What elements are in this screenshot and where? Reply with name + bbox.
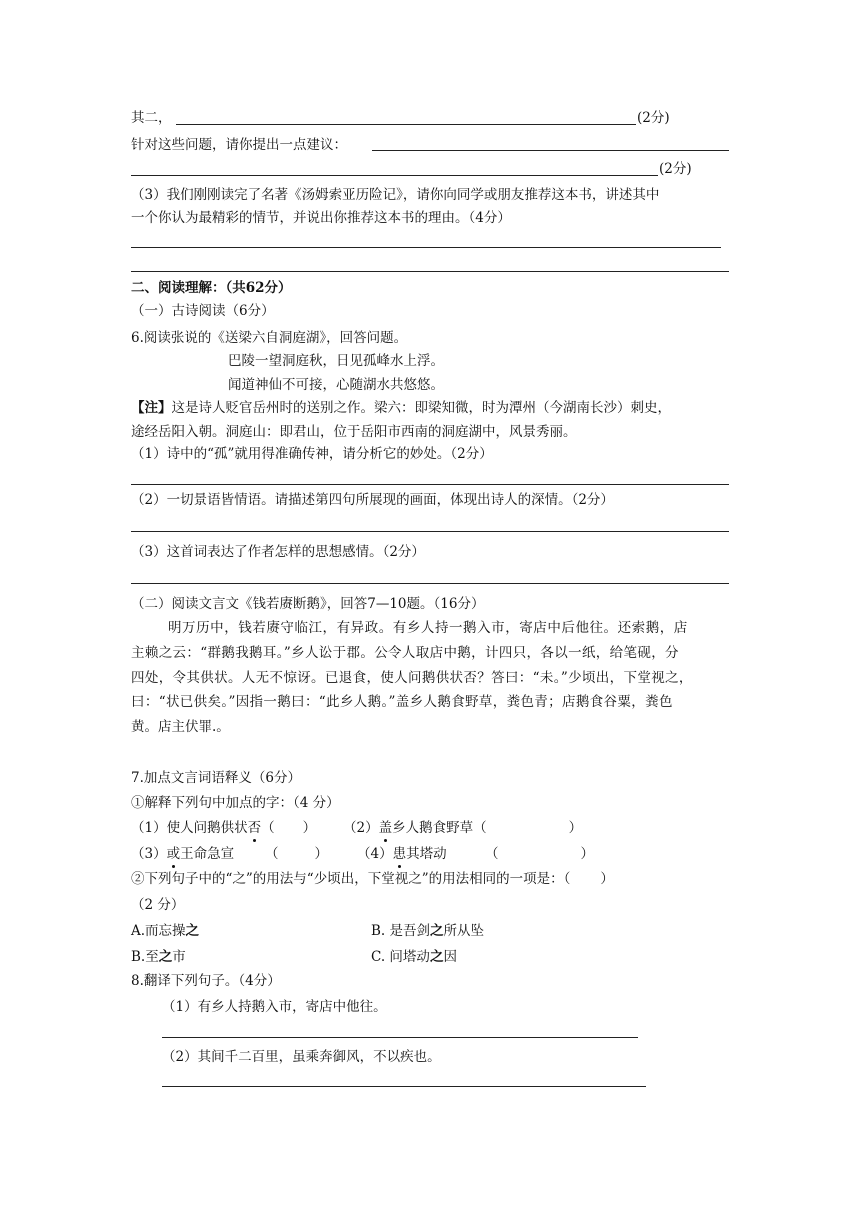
poem-line-2: 闻道神仙不可接，心随湖水共悠悠。 [228,377,444,393]
note-text-1: 这是诗人贬官岳州时的送别之作。梁六：即梁知微，时为潭州（今湖南长沙）刺史， [171,400,671,416]
q5-advice-prompt: 针对这些问题，请你提出一点建议： [131,137,347,153]
q7-item-1 [131,819,316,837]
answer-line[interactable] [131,247,721,248]
item-text: （1）使人问鹅供状 [131,820,248,836]
item-paren-close: ） [600,871,614,887]
item-paren-close: ） [302,820,317,836]
passage-line-4: 曰：“状已供矣。”因指一鹅曰：“此乡人鹅。”盖乡人鹅食野草，粪色青；店鹅食谷粟，粪色 [131,694,673,710]
dotted-char: 否 [247,820,262,836]
note-label: 【注】 [131,400,172,416]
item-text: （4） [357,846,393,862]
q6-intro: 6.阅读张说的《送梁六自洞庭湖》，回答问题。 [131,330,408,346]
option-text: C. 问塔动 [371,949,430,965]
q5-3-line2: 一个你认为最精彩的情节，并说出你推荐这本书的理由。（4分） [131,210,511,226]
answer-line[interactable] [131,583,729,584]
q7-item-3 [131,845,234,863]
q5-second-prefix: 其二， [131,110,172,126]
q7-sub1: ①解释下列句中加点的字：（4 分） [131,795,340,811]
option-text: 因 [443,949,457,965]
q8-sentence-2: （2）其间千二百里，虽乘奔御风，不以疾也。 [162,1049,441,1065]
answer-line[interactable] [131,531,729,532]
q7-item-4 [357,845,447,863]
option-keyword: 之 [429,949,444,965]
option-b2 [371,922,484,940]
q7-sub2 [131,870,614,888]
q5-advice-score: (2分) [659,161,692,177]
answer-line[interactable] [131,484,729,485]
q7-sub2-text: ②下列句子中的“之”的用法与“少顷出，下堂视之”的用法相同的一项是：（ [131,871,571,887]
option-a [131,922,199,940]
option-text: A.而忘操 [131,923,186,939]
q5-3-line1: （3）我们刚刚读完了名著《汤姆索亚历险记》，请你向同学或朋友推荐这本书，讲述其中 [131,187,660,203]
passage-line-5: 黄。店主伏罪.。 [131,719,230,735]
answer-line[interactable] [131,271,729,272]
option-c [371,948,457,966]
item-text: （2） [343,820,379,836]
passage-line-3: 四处，令其供状。人无不惊讶。已退食，使人问鹅供状否？答曰：“未。”少顷出，下堂视之， [131,670,693,686]
item-text: 乡人鹅食野草（ [392,820,487,836]
q7-title: 7.加点文言词语释义（6分） [131,770,301,786]
dotted-char: 或 [166,846,181,862]
q6-1: （1）诗中的“孤”就用得准确传神，请分析它的妙处。（2分） [131,446,493,462]
answer-line[interactable] [162,1086,646,1087]
option-keyword: 之 [185,923,200,939]
item-paren-close: ） [314,846,328,862]
q7-item-3-blank [265,845,328,863]
section-title: 二、阅读理解：（共62分） [131,280,292,296]
part1-title: （一）古诗阅读（6分） [131,303,275,319]
item-paren-open: （ [265,846,279,862]
passage-line-1: 明万历中，钱若赓守临江，有异政。有乡人持一鹅入市，寄店中后他往。还索鹅，店 [168,620,688,636]
option-text: 市 [172,949,186,965]
option-text: B.至 [131,949,159,965]
q6-2: （2）一切景语皆情语。请描述第四句所展现的画面，体现出诗人的深情。（2分） [131,492,614,508]
option-b [131,948,186,966]
q7-item-2 [343,819,582,837]
option-text: B. 是吾剑 [371,923,431,939]
item-paren-close: ） [568,820,583,836]
passage-line-2: 主赖之云：“群鹅我鹅耳。”乡人讼于郡。公令人取店中鹅，计四只，各以一纸，给笔砚，分 [131,645,679,661]
option-text: 所从坠 [443,923,485,939]
option-keyword: 之 [158,949,173,965]
poem-line-1: 巴陵一望洞庭秋，日见孤峰水上浮。 [228,353,444,369]
q7-item-4-blank [485,845,594,863]
answer-line[interactable] [131,175,658,176]
answer-line[interactable] [372,150,729,151]
part2-title: （二）阅读文言文《钱若赓断鹅》，回答7—10题。（16分） [131,596,485,612]
q5-second-score: (2分) [637,110,670,126]
item-text: （3） [131,846,167,862]
answer-line[interactable] [162,1037,638,1038]
item-text: 其塔动 [406,846,447,862]
note-line-1 [131,399,671,417]
q8-sentence-1: （1）有乡人持鹅入市，寄店中他往。 [162,999,387,1015]
item-paren-open: （ [261,820,275,836]
dotted-char: 盖 [378,820,393,836]
item-paren-close: ） [580,846,594,862]
item-text: 王命急宣 [180,846,235,862]
q8-title: 8.翻译下列句子。（4分） [131,973,281,989]
q6-3: （3）这首词表达了作者怎样的思想感情。（2分） [131,544,425,560]
option-keyword: 之 [430,923,444,939]
note-line-2: 途经岳阳入朝。洞庭山：即君山，位于岳阳市西南的洞庭湖中，风景秀丽。 [131,424,577,440]
q7-sub2-score: （2 分） [131,897,185,913]
answer-line[interactable] [176,124,636,125]
item-paren-open: （ [485,846,499,862]
dotted-char: 患 [392,846,407,862]
